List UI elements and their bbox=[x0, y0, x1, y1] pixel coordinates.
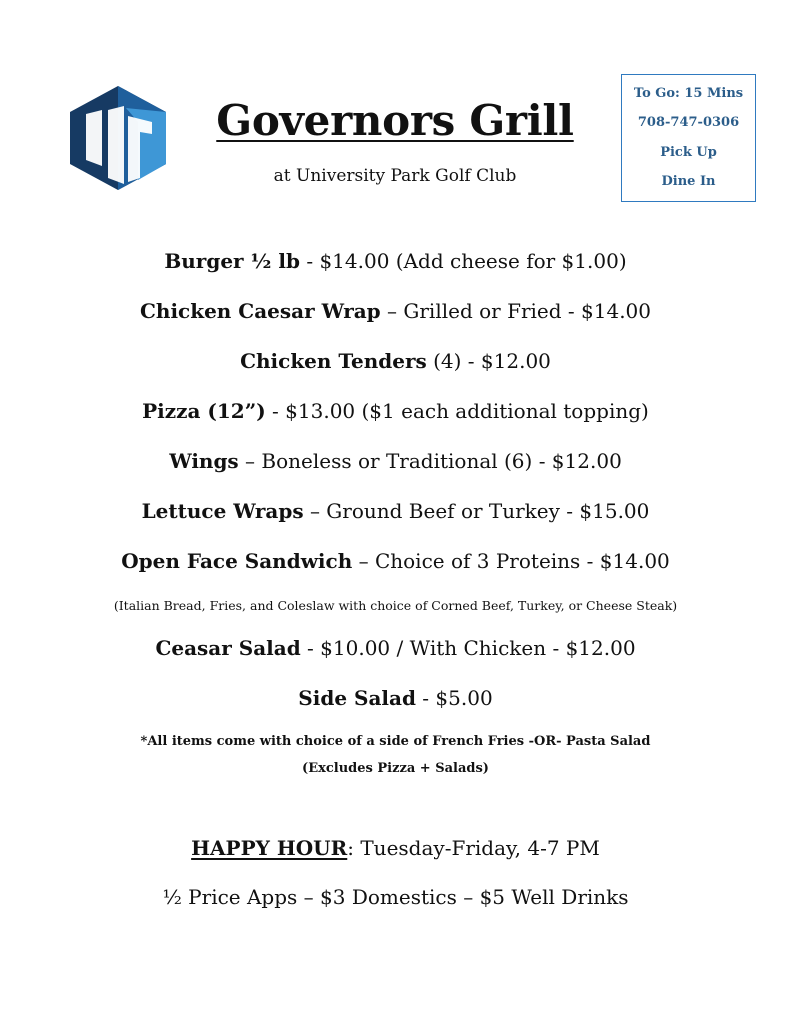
happy-hour-label: HAPPY HOUR bbox=[191, 836, 348, 860]
happy-hour-schedule: : Tuesday-Friday, 4-7 PM bbox=[347, 836, 600, 860]
menu-item-name: Wings bbox=[169, 449, 239, 473]
menu-item-tenders bbox=[20, 348, 771, 374]
order-info-box bbox=[621, 74, 756, 202]
happy-hour-line bbox=[20, 835, 771, 861]
menu-item-name: Pizza (12”) bbox=[142, 399, 266, 423]
info-pick-up: Pick Up bbox=[660, 144, 717, 160]
menu-item-detail: (4) - $12.00 bbox=[426, 349, 551, 373]
menu-item-detail: – Choice of 3 Proteins - $14.00 bbox=[352, 549, 670, 573]
menu-item-detail: - $5.00 bbox=[415, 686, 493, 710]
menu-item-name: Burger ½ lb bbox=[164, 249, 300, 273]
menu-item-burger bbox=[20, 248, 771, 274]
menu-item-open-face-sandwich bbox=[20, 548, 771, 574]
up-logo-icon bbox=[68, 86, 168, 190]
menu-item-detail: – Ground Beef or Turkey - $15.00 bbox=[303, 499, 650, 523]
info-phone: 708-747-0306 bbox=[637, 115, 740, 131]
menu-item-detail: – Grilled or Fried - $14.00 bbox=[380, 299, 651, 323]
page-title: Governors Grill bbox=[216, 96, 574, 145]
info-to-go: To Go: 15 Mins bbox=[633, 85, 744, 101]
page-subtitle: at University Park Golf Club bbox=[273, 166, 517, 186]
menu-item-caesar-wrap bbox=[20, 298, 771, 324]
menu-item-name: Open Face Sandwich bbox=[121, 549, 353, 573]
info-dine-in: Dine In bbox=[661, 174, 716, 190]
sides-footnote: *All items come with choice of a side of French Fries -OR- Pasta Salad bbox=[140, 734, 651, 749]
menu-item-detail: - $13.00 ($1 each additional topping) bbox=[265, 399, 649, 423]
menu-item-wings bbox=[20, 448, 771, 474]
menu-item-side-salad bbox=[20, 685, 771, 711]
sides-exclusion-note: (Excludes Pizza + Salads) bbox=[302, 761, 489, 776]
sandwich-note: (Italian Bread, Fries, and Coleslaw with choice of Corned Beef, Turkey, or Cheese Steak) bbox=[113, 598, 678, 613]
menu-item-name: Chicken Tenders bbox=[240, 349, 427, 373]
menu-item-name: Chicken Caesar Wrap bbox=[139, 299, 381, 323]
menu-item-name: Ceasar Salad bbox=[155, 636, 301, 660]
menu-item-caesar-salad bbox=[20, 635, 771, 661]
menu-item-lettuce-wraps bbox=[20, 498, 771, 524]
happy-hour-specials: ½ Price Apps – $3 Domestics – $5 Well Drinks bbox=[162, 885, 629, 909]
menu-item-detail: - $14.00 (Add cheese for $1.00) bbox=[299, 249, 627, 273]
menu-item-pizza bbox=[20, 398, 771, 424]
menu-item-detail: – Boneless or Traditional (6) - $12.00 bbox=[238, 449, 622, 473]
menu-item-detail: - $10.00 / With Chicken - $12.00 bbox=[300, 636, 636, 660]
menu-item-name: Side Salad bbox=[298, 686, 416, 710]
menu-item-name: Lettuce Wraps bbox=[141, 499, 304, 523]
